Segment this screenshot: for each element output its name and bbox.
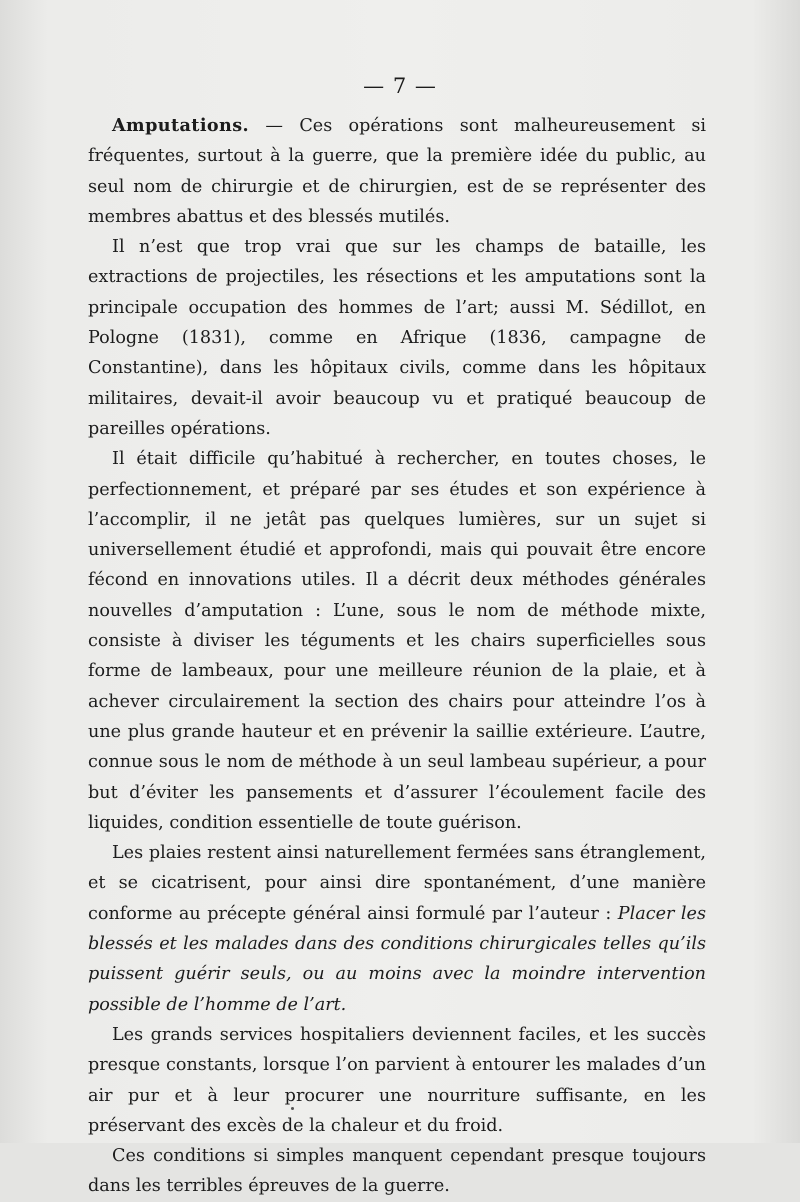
- author-precept: Placer les blessés et les malades dans des conditions chirurgicales telles qu’ils puissent guérir seuls, ou au moins avec la moindre intervention possible de l’homme de l’art.: [88, 903, 706, 1015]
- paragraph-text: Les plaies restent ainsi naturellement fermées sans étranglement, et se cicatrisent, pour ainsi dire spontanément, d’une manière conforme au précepte général ainsi formulé par l’auteur :: [88, 843, 706, 924]
- paragraph-text: — Ces opérations sont malheureusement si fréquentes, surtout à la guerre, que la première idée du public, au seul nom de chirurgie et de chirurgien, est de se représenter des membres abattus et des blessés mutilés.: [88, 116, 706, 227]
- paragraph-battlefield: [88, 232, 706, 444]
- body-text: [88, 111, 706, 1202]
- paragraph-text: Ces conditions si simples manquent cependant presque toujours dans les terribles épreuves de la guerre.: [88, 1146, 706, 1197]
- paragraph-text: Il était difficile qu’habitué à rechercher, en toutes choses, le perfectionnement, et préparé par ses études et son expérience à l’accomplir, il ne jetât pas quelques lumières, sur un sujet si universellement étudié et approfondi, mais qui pouvait être encore fécond en innovations utiles. Il a décrit deux méthodes générales nouvelles d’amputation : L’une, sous le nom de méthode mixte, consiste à diviser les téguments et les chairs superficielles sous forme de lambeaux, pour une meilleure réunion de la plaie, et à achever circulairement la section des chairs pour atteindre l’os à une plus grande hauteur et en prévenir la saillie extérieure. L’autre, connue sous le nom de méthode à un seul lambeau supérieur, a pour but d’éviter les pansements et d’assurer l’écoulement facile des liquides, condition essentielle de toute guérison.: [88, 449, 706, 833]
- paragraph-text: Les grands services hospitaliers deviennent faciles, et les succès presque constants, lorsque l’on parvient à entourer les malades d’un air pur et à leur procurer une nourriture suffisante, en les préservant des excès de la chaleur et du froid.: [88, 1024, 706, 1136]
- section-heading-amputations: Amputations.: [112, 115, 250, 136]
- page-number: — 7 —: [363, 74, 437, 98]
- paragraph-text: Il n’est que trop vrai que sur les champs de bataille, les extractions de projectiles, les résections et les amputations sont la principale occupation des hommes de l’art; aussi M. Sédillot, en Pologne (1831), comme en Afrique (1836, campagne de Constantine), dans les hôpitaux civils, comme dans les hôpitaux militaires, devait-il avoir beaucoup vu et pratiqué beaucoup de pareilles opérations.: [88, 237, 706, 439]
- paragraph-hospital-services: [88, 1020, 706, 1141]
- paragraph-wounds: [88, 838, 706, 1020]
- paper-speck: [291, 1107, 294, 1110]
- paragraph-war-conditions: [88, 1141, 706, 1202]
- paragraph-methods: [88, 444, 706, 838]
- paragraph-amputations: [88, 111, 706, 232]
